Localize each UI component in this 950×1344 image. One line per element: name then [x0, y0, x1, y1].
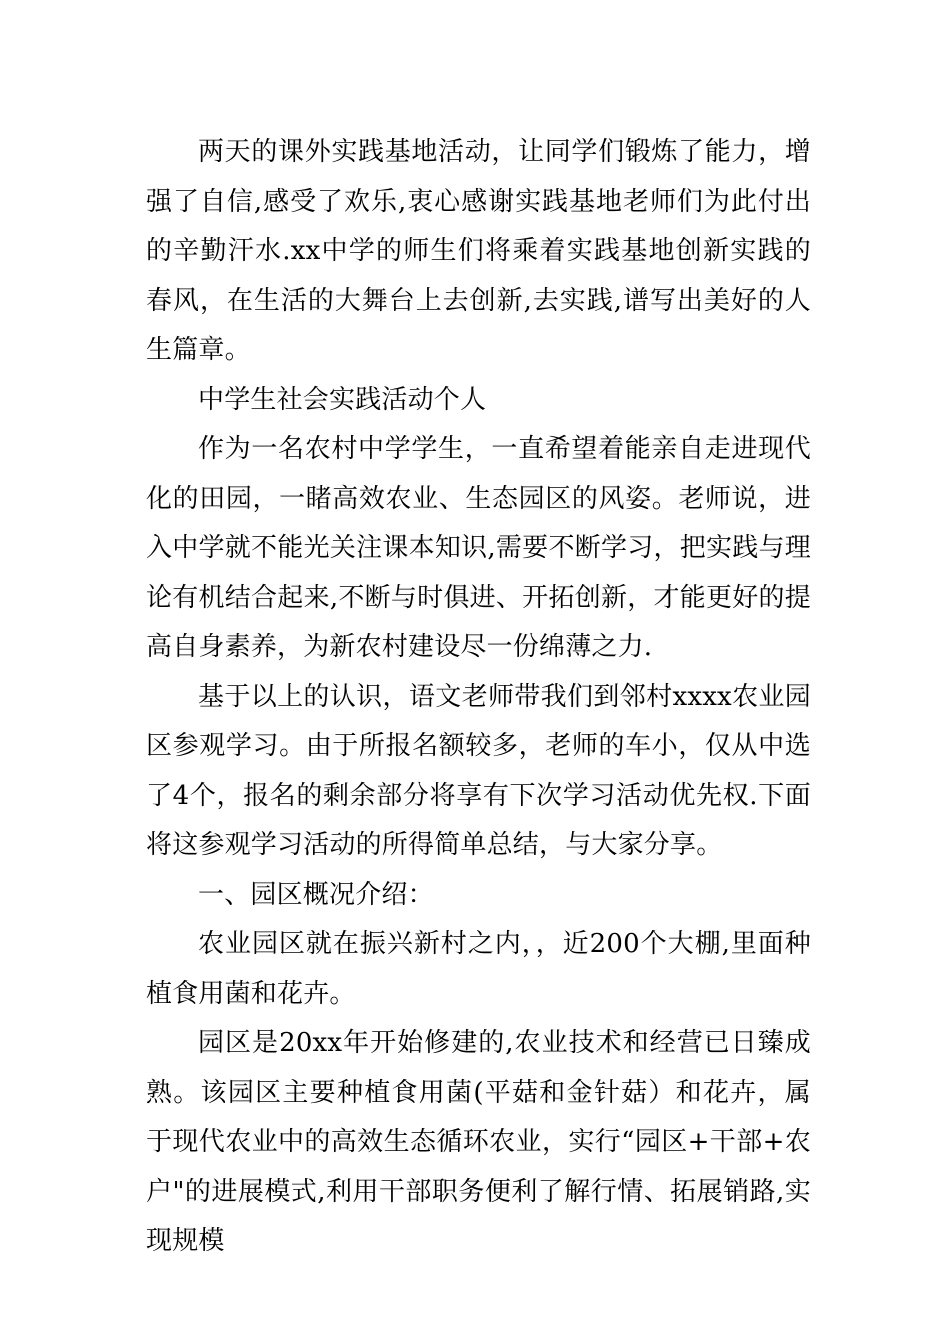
paragraph-park-overview-heading: 一、园区概况介绍：: [198, 879, 434, 910]
paragraph-park-location: 农业园区就在振兴新村之内，，近200个大棚,里面种植食用菌和花卉。: [146, 929, 811, 1009]
paragraph-park-history: 园区是20xx年开始修建的,农业技术和经营已日臻成熟。该园区主要种植食用菌(平菇和金针菇）和花卉，属于现代农业中的高效生态循环农业，实行“园区+干部+农户"的进展模式,利用干部职务便利了解行情、拓展销路,实现规模: [146, 1028, 811, 1256]
paragraph-rural-student-intro: 作为一名农村中学学生，一直希望着能亲自走进现代化的田园，一睹高效农业、生态园区的风姿。老师说，进入中学就不能光关注课本知识,需要不断学习，把实践与理论有机结合起来,不断与时俱进、开拓创新，才能更好的提高自身素养，为新农村建设尽一份绵薄之力.: [146, 434, 811, 662]
paragraph-practice-base-thanks: 两天的课外实践基地活动，让同学们锻炼了能力，增强了自信,感受了欢乐,衷心感谢实践基地老师们为此付出的辛勤汗水.xx中学的师生们将乘着实践基地创新实践的春风，在生活的大舞台上去创新,去实践,谱写出美好的人生篇章。: [146, 137, 811, 365]
document-body: [146, 128, 811, 1267]
paragraph-visit-background: 基于以上的认识，语文老师带我们到邻村xxxx农业园区参观学习。由于所报名额较多，老师的车小，仅从中选了4个，报名的剩余部分将享有下次学习活动优先权.下面将这参观学习活动的所得简单总结，与大家分享。: [146, 681, 811, 860]
paragraph-section-title: 中学生社会实践活动个人: [198, 384, 487, 415]
